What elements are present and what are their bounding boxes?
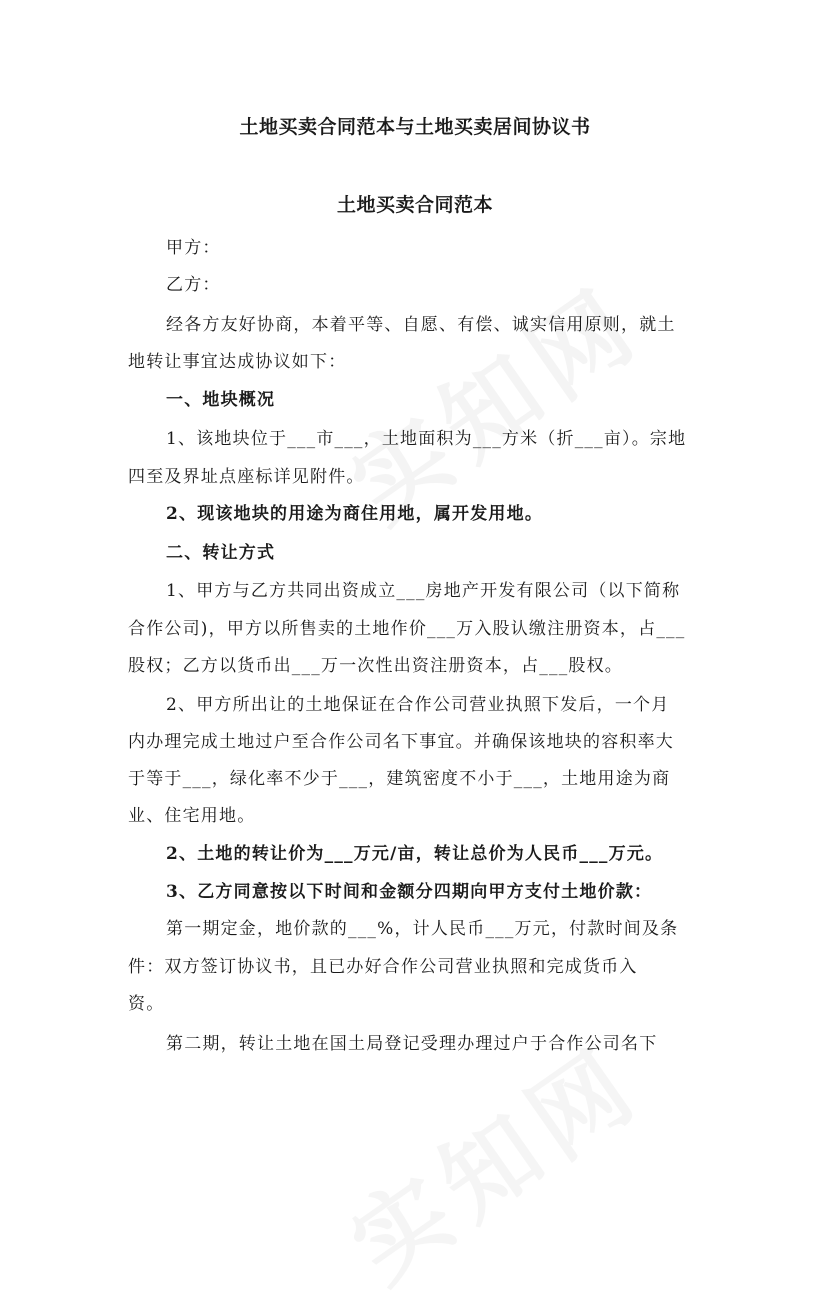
paragraph-line: 第二期，转让土地在国土局登记受理办理过户于合作公司名下 bbox=[166, 1034, 658, 1054]
party-a-line: 甲方： bbox=[166, 238, 221, 258]
paragraph-line: 第一期定金，地价款的___%，计人民币___万元，付款时间及条 bbox=[166, 919, 679, 939]
paragraph-line-bold: 2、现该地块的用途为商住用地，属开发用地。 bbox=[166, 504, 544, 524]
paragraph-line: 股权；乙方以货币出___万一次性出资注册资本，占___股权。 bbox=[128, 656, 623, 676]
section-heading: 二、转让方式 bbox=[166, 543, 276, 563]
paragraph-line: 件：双方签订协议书，且已办好合作公司营业执照和完成货币入 bbox=[128, 957, 638, 977]
paragraph-line: 内办理完成土地过户至合作公司名下事宜。并确保该地块的容积率大 bbox=[128, 732, 674, 752]
document-title: 土地买卖合同范本与土地买卖居间协议书 bbox=[239, 116, 591, 138]
section-heading: 一、地块概况 bbox=[166, 390, 276, 410]
paragraph-line: 合作公司)，甲方以所售卖的土地作价___万入股认缴注册资本，占___ bbox=[128, 619, 686, 639]
paragraph-line: 2、甲方所出让的土地保证在合作公司营业执照下发后，一个月 bbox=[166, 695, 670, 715]
section-title: 土地买卖合同范本 bbox=[336, 194, 493, 216]
paragraph-line: 业、住宅用地。 bbox=[128, 806, 256, 826]
watermark bbox=[320, 1009, 664, 1307]
paragraph-line: 1、甲方与乙方共同出资成立___房地产开发有限公司（以下简称 bbox=[166, 581, 681, 601]
paragraph-line: 资。 bbox=[128, 994, 165, 1014]
paragraph-line: 经各方友好协商，本着平等、自愿、有偿、诚实信用原则，就土 bbox=[166, 315, 676, 335]
paragraph-line: 四至及界址点座标详见附件。 bbox=[128, 467, 365, 487]
paragraph-line-bold: 2、土地的转让价为___万元/亩，转让总价为人民币___万元。 bbox=[166, 844, 664, 864]
paragraph-line-bold: 3、乙方同意按以下时间和金额分四期向甲方支付土地价款： bbox=[166, 882, 653, 902]
party-b-line: 乙方： bbox=[166, 275, 221, 295]
paragraph-line: 于等于___，绿化率不少于___，建筑密度不小于___，土地用途为商 bbox=[128, 769, 671, 789]
paragraph-line: 1、该地块位于___市___，土地面积为___方米（折___亩）。宗地 bbox=[166, 429, 687, 449]
paragraph-line: 地转让事宜达成协议如下： bbox=[128, 352, 347, 372]
